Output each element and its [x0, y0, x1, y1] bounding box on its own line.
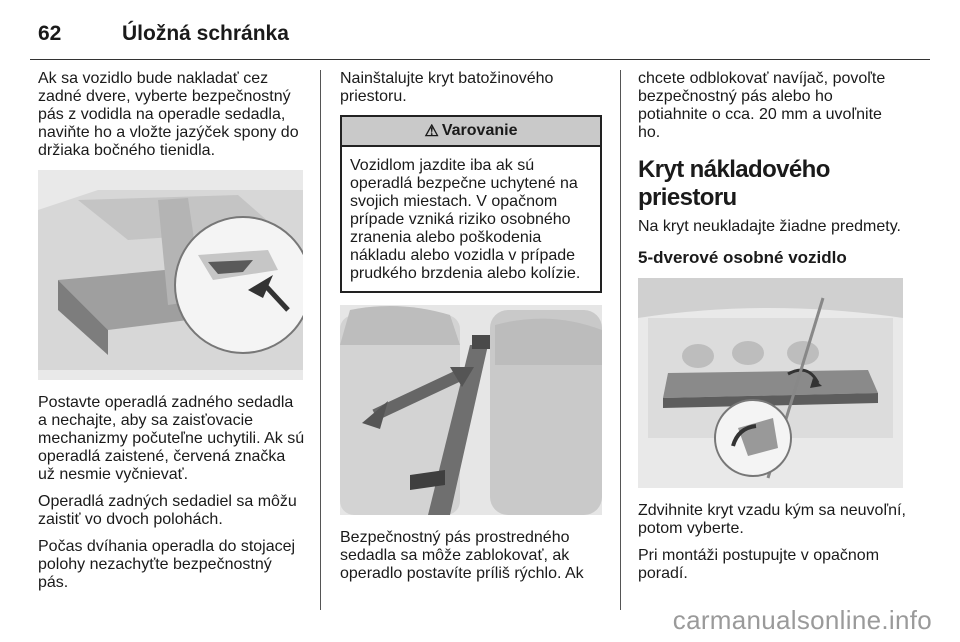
warning-text: Vozidlom jazdite iba ak sú operadlá bezpečne uchytené na svojich miestach. V opačnom prípade vzniká riziko osobného zranenia alebo poškodenia nákladu alebo vozidla v prípade prudkého brzdenia alebo kolízie. — [350, 157, 581, 282]
paragraph: Na kryt neukladajte žiadne predmety. — [638, 218, 901, 235]
watermark: carmanualsonline.info — [672, 605, 932, 635]
paragraph: Zdvihnite kryt vzadu kým sa neuvoľní, potom vyberte. — [638, 502, 906, 537]
paragraph: Postavte operadlá zadného sedadla a nechajte, aby sa zaisťovacie mechanizmy počuteľne uchytili. Ak sú operadlá zaistené, červená značka už nesmie vyčnievať. — [38, 394, 305, 483]
column-divider — [320, 70, 321, 610]
column-3 — [638, 70, 906, 592]
warning-header — [342, 117, 600, 147]
subsection-heading: 5-dverové osobné vozidlo — [638, 248, 847, 267]
paragraph: Operadlá zadných sedadiel sa môžu zaistiť vo dvoch polohách. — [38, 493, 297, 528]
paragraph: Pri montáži postupujte v opačnom poradí. — [638, 547, 880, 582]
paragraph: Bezpečnostný pás prostredného sedadla sa môže zablokovať, ak operadlo postavíte príliš rýchlo. Ak — [340, 529, 584, 582]
cargo-cover-illustration — [638, 278, 903, 488]
warning-title: Varovanie — [441, 122, 518, 139]
page-header — [30, 14, 930, 54]
column-2 — [340, 70, 602, 592]
page-number: 62 — [38, 22, 62, 45]
seat-belt-guide-illustration — [38, 170, 303, 380]
paragraph: Nainštalujte kryt batožinového priestoru. — [340, 70, 554, 105]
warning-box — [340, 115, 602, 293]
column-divider — [620, 70, 621, 610]
page-title: Úložná schránka — [122, 22, 289, 45]
paragraph: Počas dvíhania operadla do stojacej polohy nezachyťte bezpečnostný pás. — [38, 538, 296, 591]
paragraph: Ak sa vozidlo bude nakladať cez zadné dvere, vyberte bezpečnostný pás z vodidla na operadle sedadla, naviňte ho a vložte jazýček spony do držiaka bočného tienidla. — [38, 70, 299, 159]
section-heading: Kryt nákladového priestoru — [638, 156, 830, 211]
header-rule — [30, 59, 930, 60]
rear-seat-belt-illustration — [340, 305, 602, 515]
column-1 — [38, 70, 306, 601]
paragraph: chcete odblokovať navíjač, povoľte bezpečnostný pás alebo ho potiahnite o cca. 20 mm a uvoľnite ho. — [638, 70, 886, 141]
warning-triangle-icon: ⚠ — [424, 123, 439, 140]
